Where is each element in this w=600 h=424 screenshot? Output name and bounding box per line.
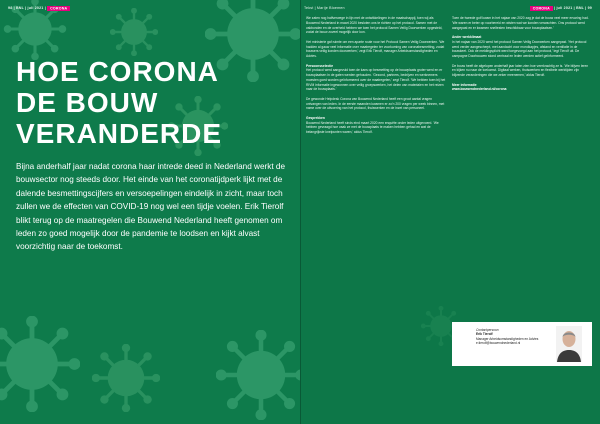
contact-name: Erik Tierolf [476,332,493,337]
virus-icon [92,344,160,412]
contact-email[interactable]: e.tierolf@bouwendnederland.nl [476,341,521,346]
left-folio: 98 | BNL | juli 2021 | [8,6,46,10]
body-column-1 [306,16,446,140]
paragraph: Bouwend Nederland heeft sinds eind maart 2020 een enquête onder leden uitgevoerd. 'We hebben gevraagd hoe vaak ze met de bouwplaats te maken hebben gehad en wat de belangrijkste knelpunten waren,' aldus Tierolf. [306,120,439,134]
paragraph: Toen de tweede golf kwam in het najaar van 2020 zag je dat de bouw veel meer ervaring had. 'We waren er beter op voorbereid en wisten wat we konden verwachten. Ons protocol werd aangepast en er kwamen sneltesten beschikbaar voor bouwplaatsen.' [452,16,589,30]
contact-title: Contactpersoon [476,328,499,332]
paragraph: We zaten nog halfverwege in lijn met de ontwikkelingen in de maatschappij, toen wij als Bouwend Nederland in maart 2020 besloten ons te richten op het protocol. Samen met de vakbonden en de overheid hebben we toen het protocol Samen Veilig Doorwerken opgesteld, zodat de bouw zoveel mogelijk door kon. [306,16,443,35]
title-line: DE BOUW [16,87,159,118]
right-running-header [530,6,592,10]
subheading: Persoonsselectie [306,63,334,68]
subheading: Gesprekken [306,115,325,120]
more-info-heading: Meer informatie [452,82,477,87]
right-section-tag: CORONA [530,6,553,11]
virus-icon [0,316,80,412]
paragraph: De gewonde Helpdesk Corona van Bouwend Nederland heeft een groot aantal vragen ontvangen van leden. In de eerste maanden kwamen er zo'n 200 vragen per week binnen, met name over de uitvoering van het protocol, thuiswerken en de inzet van personeel. [306,96,445,111]
contact-photo [556,326,582,362]
paragraph: Het protocol werd aangevuld toen de kans op besmetting op de bouwplaats groter werd en er bouwplaatsen in de gaten werden gehouden. 'Gezond, partners, bedrijven en werknemers moesten goed worden geïnformeerd over de maatregelen,' zegt Tierolf. 'We hebben toen bij het RIVM informatie ingewonnen over veilig groepswerken, het delen van materialen en het reizen naar de bouwplaats.' [306,68,446,92]
title-line: VERANDERDE [16,118,223,149]
subheading: Ander werkklimaat [452,35,482,39]
virus-icon [110,8,158,56]
byline: Tekst | Marije Bloemen [304,6,345,10]
contact-details [476,328,556,346]
paragraph: Het ministerie gaf ruimte om een aparte route voor het Protocol Samen Veilig Doorwerken. 'We hadden al gauw veel informatie over maatregelen ter voorkoming van coronabesmetting, zodat bouwers veilig konden doorwerken,' zegt Erik Tierolf, manager Arbeidsomstandigheden en Advies. [306,39,445,58]
right-folio: | juli 2021 | BNL | 99 [554,6,592,10]
more-info-link[interactable]: www.bouwendnederland.nl/corona [452,87,507,92]
title-line: HOE CORONA [16,56,219,87]
virus-icon [216,330,300,420]
paragraph: In het najaar van 2020 werd het protocol Samen Veilig Doorwerken aangepast. 'Het protocol werd verder aangescherpt, met aandacht voor mondkapjes, afstand en ventilatie in de bouwkeet. Ook de meldingsplicht werd toegevoegd aan het protocol,' legt Tierolf uit. De campagne Doorbouwen stond centraal en leden werden actief geïnformeerd. [452,39,587,58]
left-running-header [8,6,70,10]
contact-box [452,322,592,366]
left-section-tag: CORONA [47,6,70,11]
article-title [16,56,222,149]
article-intro: Bijna anderhalf jaar nadat corona haar intrede deed in Nederland werkt de bouwsector nog steeds door. Het einde van het coronatijdperk lijkt met de dalende besmettingscijfers en versoepelingen eindelijk in zicht, maar toch zullen we de effecten van COVID-19 nog wel een tijdje voelen. Erik Tierolf blikt terug op de maatregelen die Bouwend Nederland heeft genomen om leden zo goed mogelijk door de pandemie te loodsen en kijkt alvast voorzichtig naar de toekomst. [16,162,286,252]
body-column-2 [452,16,592,92]
paragraph: De bouw heeft de afgelopen anderhalf jaar laten zien hoe veerkrachtig ze is. 'We blijven leren en kijken nu naar de toekomst. Digitaal werken, thuiswerken en flexibele werktijden zijn blijvende veranderingen die we zeker meenemen,' aldus Tierolf. [452,63,589,77]
contact-role: Manager Arbeidsomstandigheden en Advies [476,336,539,341]
